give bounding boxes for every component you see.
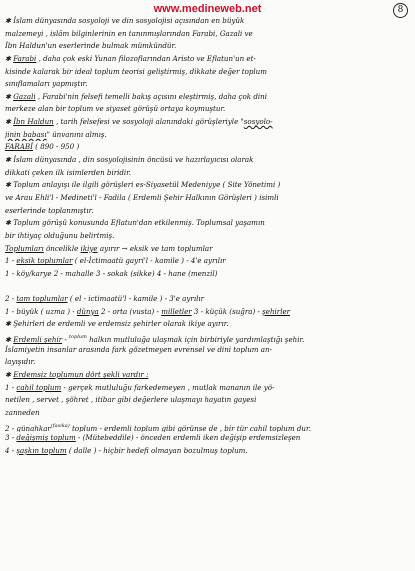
text-segment: malzemeyi , islâm bilginlerinin en tanınmışlarından Farabi, Gazali ve (5, 28, 253, 38)
text-line (5, 66, 407, 79)
text-segment: İbn Haldun'un eserlerinde bulmak mümkündür. (5, 41, 177, 51)
text-line (5, 53, 407, 66)
text-segment: - erdemli toplum gibi görünse de , bir tür cahil toplum dur. (97, 423, 311, 433)
text-segment: ( el-İctimaatü gayri'l - kamile ) - 4'e ayrılır (72, 256, 226, 266)
text-line (5, 116, 407, 129)
text-line (5, 179, 407, 192)
text-line (5, 318, 407, 331)
text-segment: 2 - (5, 294, 17, 304)
text-line (5, 344, 407, 357)
text-segment: 2 - orta (vusta) - (98, 306, 162, 316)
text-segment: eserlerinde toplanmıştır. (5, 205, 94, 215)
underlined-term: Farabi (13, 53, 37, 63)
text-segment: ( dalle ) - hiçbir hedefi olmayan bozulmuş toplum. (66, 445, 248, 455)
underlined-term: milletler (161, 306, 192, 316)
underlined-term: şehirler (262, 306, 291, 316)
text-segment: bir ihtiyaç olduğunu belirtmiş. (5, 230, 115, 240)
text-segment: halkın mutluluğa ulaşmak için birbiriyle yardımlaştığı şehir. (86, 335, 305, 344)
text-line (5, 445, 407, 458)
text-line (5, 129, 407, 142)
text-segment: 3 - (5, 433, 17, 443)
text-line (5, 192, 407, 205)
text-segment: 4 - (5, 445, 17, 455)
text-segment: 2 - (5, 423, 17, 433)
text-line (5, 407, 407, 420)
site-watermark: www.medineweb.net (153, 3, 262, 15)
text-line (5, 382, 407, 395)
text-line (5, 306, 407, 319)
text-segment: ✱ (5, 369, 14, 379)
underlined-term: İbn Haldun (13, 117, 54, 127)
text-segment: - (Mütebeddile) - önceden erdemli iken değişip erdemsizleşen (75, 433, 301, 443)
text-segment: 1 - (5, 256, 17, 266)
underlined-term: günahkar (16, 423, 51, 433)
text-segment: ✱ İslam dünyasında , din sosyolojisinin öncüsü ve hazırlayıcısı olarak (5, 155, 254, 165)
text-line (5, 217, 407, 230)
text-line (5, 167, 407, 180)
handwritten-notes (5, 15, 407, 457)
text-line (5, 28, 407, 41)
text-line (5, 268, 407, 281)
text-segment: , Farabi'nin felsefi temelli bakış açısını eleştirmiş, daha çok dini (35, 91, 267, 101)
text-segment: ayırır → eksik ve tam toplumlar (97, 243, 213, 253)
underlined-term: dünya (76, 306, 99, 316)
text-segment: ✱ Toplum anlayışı ile ilgili görüşleri es-Siyasetül Medeniyye ( Site Yönetimi ) (5, 180, 281, 190)
text-segment: netilen , servet , şöhret , itibar gibi değerlere ulaşmayı hayatın gayesi (5, 395, 257, 405)
text-segment: sınıflamaları yapmıştır. (5, 79, 88, 89)
text-line (5, 230, 407, 243)
text-segment: ✱ (5, 91, 14, 101)
text-line (5, 356, 407, 369)
text-segment: dikkati çeken ilk isimlerden biridir. (5, 167, 132, 177)
text-segment: ✱ (5, 53, 14, 63)
text-line (5, 293, 407, 306)
text-line (5, 141, 407, 154)
text-segment: 1 - (5, 382, 17, 392)
text-line (5, 394, 407, 407)
text-segment: " ünvanını almış. (46, 129, 107, 139)
text-segment: ✱ Şehirleri de erdemli ve erdemsiz şehirler olarak ikiye ayırır. (5, 319, 229, 329)
text-line (5, 15, 407, 28)
text-line (5, 78, 407, 91)
text-line (5, 40, 407, 53)
underlined-term: eksik toplumlar (16, 256, 73, 266)
text-segment: zanneden (5, 407, 40, 417)
underlined-term: Gazali (13, 91, 36, 101)
text-segment: 3 - küçük (suğra) - (191, 306, 263, 316)
text-line (5, 280, 407, 293)
text-line (5, 205, 407, 218)
text-segment: İslamiyetin insanlar arasında fark gözetmeyen evrensel ve dini toplum an- (5, 344, 272, 354)
text-segment: ✱ Toplum görüşü konusunda Eflatun'dan etkilenmiş. Toplumsal yaşamın (5, 218, 265, 228)
text-segment: 1 - köy/karye 2 - mahalle 3 - sokak (sikke) 4 - hane (menzil) (5, 268, 218, 278)
text-segment: - gerçek mutluluğu farkedemeyen , mutlak mananın ile yö- (61, 382, 275, 392)
text-segment: ✱ İslam dünyasında sosyoloji ve din sosyolojisi açısından en büyük (5, 16, 245, 25)
text-line (5, 243, 407, 256)
text-segment: - (62, 335, 70, 344)
text-line (5, 331, 407, 344)
text-segment: ve Arau Ehli'l - Medineti'l - Fadila ( Erdemli Şehir Halkının Görüşleri ) isimli (5, 192, 279, 202)
underlined-term: Toplumları (5, 243, 44, 253)
superscript-note: (fasıka) (50, 422, 70, 429)
text-segment: ✱ (5, 117, 14, 127)
text-segment: 1 - büyük ( uzma ) - (5, 306, 77, 316)
underlined-term: Erdemli şehir (13, 335, 63, 344)
text-segment: ✱ (5, 335, 14, 344)
text-segment: merkeze alan bir toplum ve siyaset görüşü ortaya koymuştur. (5, 104, 226, 114)
underlined-term: şaşkın toplum (16, 445, 67, 455)
text-line (5, 369, 407, 382)
text-line (5, 103, 407, 116)
superscript-note: toplum (69, 334, 87, 341)
underlined-term: FARABİ (5, 142, 33, 152)
text-segment: ( 890 - 950 ) (32, 142, 80, 152)
text-segment: kisinde kalarak bir ideal toplum teorisi geliştirmiş, dikkate değer toplum (5, 66, 267, 76)
underlined-term: değişmiş toplum (16, 433, 76, 443)
text-segment: , daha çok eski Yunan filozoflarından Aristo ve Eflatun'un et- (36, 53, 256, 63)
underlined-term: tam toplumlar (16, 294, 68, 304)
text-line (5, 432, 407, 445)
page-number: 8 (393, 3, 408, 18)
underlined-term: sosyolo- (243, 117, 273, 127)
underlined-term: toplum (72, 423, 98, 433)
text-segment: , tarih felsefesi ve sosyoloji alanındaki görüşleriyle " (53, 117, 244, 127)
text-line (5, 420, 407, 433)
text-line (5, 154, 407, 167)
text-segment: layışıdır. (5, 357, 36, 367)
text-segment: öncelikle (43, 243, 81, 253)
underlined-term: Erdemsiz toplumun dört şekli vardır : (13, 369, 149, 379)
text-line (5, 255, 407, 268)
underlined-term: jinin babası (5, 129, 47, 139)
text-line (5, 91, 407, 104)
underlined-term: cahil toplum (16, 382, 62, 392)
underlined-term: ikiye (80, 243, 98, 253)
text-segment: ( el - ictimaatü'l - kamile ) - 3'e ayrılır (67, 294, 205, 304)
